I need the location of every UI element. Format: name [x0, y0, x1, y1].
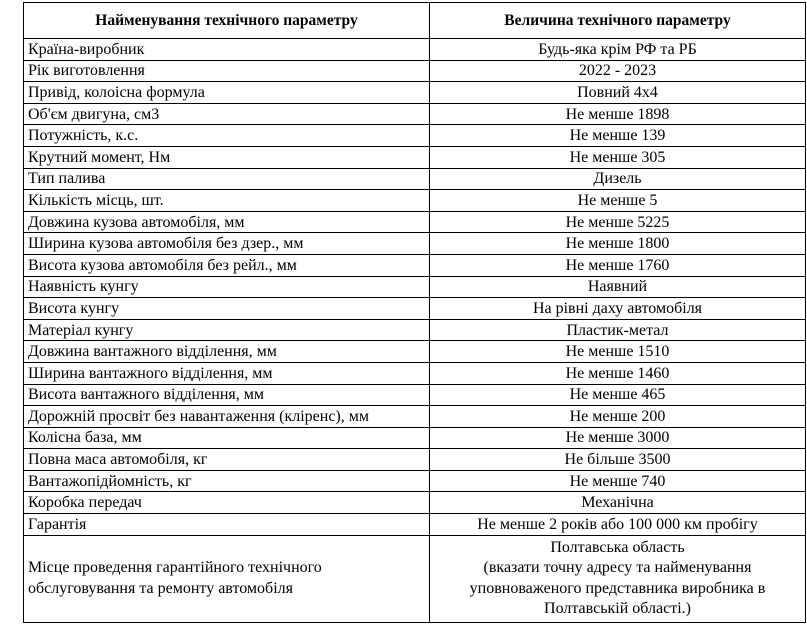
param-name-cell: Коробка передач	[24, 492, 430, 514]
param-value-cell: Не менше 1898	[430, 103, 806, 125]
param-value-cell: Не менше 1800	[430, 233, 806, 255]
table-row	[24, 190, 806, 212]
param-name-cell: Довжина кузова автомобіля, мм	[24, 211, 430, 233]
table-row	[24, 146, 806, 168]
param-value-cell: Не менше 5	[430, 190, 806, 212]
param-name-cell: Тип палива	[24, 168, 430, 190]
param-name-cell: Висота вантажного відділення, мм	[24, 384, 430, 406]
table-row	[24, 492, 806, 514]
table-row	[24, 125, 806, 147]
param-value-cell: Не менше 2 років або 100 000 км пробігу	[430, 514, 806, 536]
param-value-cell: Пластик-метал	[430, 319, 806, 341]
param-value-cell: Дизель	[430, 168, 806, 190]
param-value-cell: Наявний	[430, 276, 806, 298]
param-name-cell: Наявність кунгу	[24, 276, 430, 298]
header-value: Величина технічного параметру	[430, 3, 806, 39]
param-name-cell: Висота кунгу	[24, 298, 430, 320]
table-row	[24, 233, 806, 255]
header-row	[24, 3, 806, 39]
param-name-cell: Вантажопідйомність, кг	[24, 470, 430, 492]
table-row	[24, 60, 806, 82]
table-row	[24, 384, 806, 406]
param-name-cell: Ширина вантажного відділення, мм	[24, 362, 430, 384]
param-name-cell: Довжина вантажного відділення, мм	[24, 341, 430, 363]
table-row	[24, 362, 806, 384]
param-value-cell: Повний 4х4	[430, 82, 806, 104]
param-value-cell: Не менше 200	[430, 406, 806, 428]
param-value-cell: Будь-яка крім РФ та РБ	[430, 39, 806, 61]
table-row	[24, 298, 806, 320]
param-value-cell: Не менше 740	[430, 470, 806, 492]
param-value-cell: 2022 - 2023	[430, 60, 806, 82]
table-row	[24, 449, 806, 471]
table-row	[24, 427, 806, 449]
table-row	[24, 535, 806, 622]
param-name-cell: Ширина кузова автомобіля без дзер., мм	[24, 233, 430, 255]
param-name-cell: Дорожній просвіт без навантаження (кліренс), мм	[24, 406, 430, 428]
param-value-cell: Не менше 5225	[430, 211, 806, 233]
param-name-cell: Колісна база, мм	[24, 427, 430, 449]
param-value-cell: Не менше 465	[430, 384, 806, 406]
param-name-cell: Кількість місць, шт.	[24, 190, 430, 212]
param-name-cell: Потужність, к.с.	[24, 125, 430, 147]
table-row	[24, 254, 806, 276]
header-param: Найменування технічного параметру	[24, 3, 430, 39]
table-row	[24, 470, 806, 492]
table-row	[24, 82, 806, 104]
param-value-cell: Механічна	[430, 492, 806, 514]
param-value-cell: Не менше 139	[430, 125, 806, 147]
param-value-cell: Не менше 1510	[430, 341, 806, 363]
param-name-cell: Матеріал кунгу	[24, 319, 430, 341]
param-value-cell: На рівні даху автомобіля	[430, 298, 806, 320]
param-name-cell: Повна маса автомобіля, кг	[24, 449, 430, 471]
param-name-cell: Гарантія	[24, 514, 430, 536]
param-name-cell: Крутний момент, Нм	[24, 146, 430, 168]
param-name-cell: Місце проведення гарантійного технічного обслуговування та ремонту автомобіля	[24, 535, 430, 622]
param-name-cell: Рік виготовлення	[24, 60, 430, 82]
param-value-cell: Не менше 3000	[430, 427, 806, 449]
param-name-cell: Країна-виробник	[24, 39, 430, 61]
param-name-cell: Висота кузова автомобіля без рейл., мм	[24, 254, 430, 276]
table-row	[24, 276, 806, 298]
param-value-cell: Не більше 3500	[430, 449, 806, 471]
param-value-cell: Не менше 1760	[430, 254, 806, 276]
param-value-cell: Не менше 305	[430, 146, 806, 168]
table-row	[24, 39, 806, 61]
table-row	[24, 514, 806, 536]
table-row	[24, 319, 806, 341]
param-value-cell: Не менше 1460	[430, 362, 806, 384]
table-row	[24, 406, 806, 428]
param-name-cell: Об'єм двигуна, см3	[24, 103, 430, 125]
table-row	[24, 341, 806, 363]
table-row	[24, 103, 806, 125]
table-row	[24, 168, 806, 190]
param-name-cell: Привід, колоісна формула	[24, 82, 430, 104]
spec-table	[23, 2, 806, 623]
param-value-cell: Полтавська область (вказати точну адресу та найменування уповноваженого представника виробника в Полтавській області.)	[430, 535, 806, 622]
table-row	[24, 211, 806, 233]
